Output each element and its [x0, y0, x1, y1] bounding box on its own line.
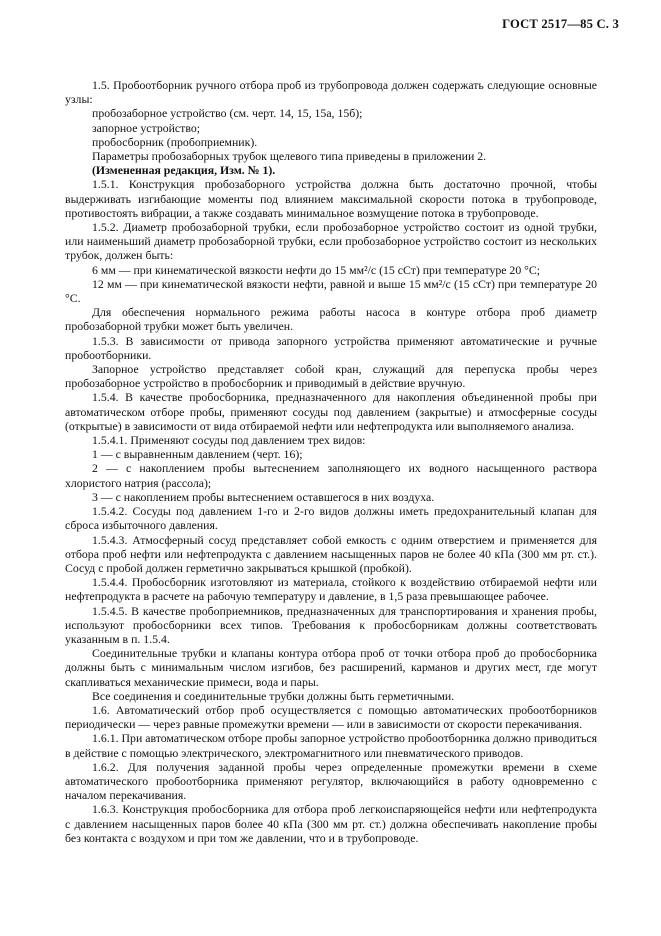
paragraph-1-5-2: 1.5.2. Диаметр пробозаборной трубки, если пробозаборное устройство состоит из одной трубки, или наименьший диаметр пробозаборной трубки, если пробозаборное устройство состоит из нескольких трубок, должен быть: [65, 220, 597, 263]
paragraph-1-5-4-3: 1.5.4.3. Атмосферный сосуд представляет собой емкость с одним отверстием и применяется для отбора проб нефти или нефтепродукта с давлением насыщенных паров не более 40 кПа (300 мм рт. ст.). Сосуд с пробой должен герметично закрываться крышкой (пробкой). [65, 532, 597, 575]
list-item-shutoff-device: запорное устройство; [92, 120, 200, 135]
amendment-note: (Измененная редакция, Изм. № 1). [92, 163, 276, 178]
list-item-type-2: 2 — с накоплением пробы вытеснением заполняющего их водного насыщенного раствора хлористого натрия (рассола); [65, 461, 597, 490]
list-item-intake-device: пробозаборное устройство (см. черт. 14, 15, 15а, 15б); [92, 106, 363, 121]
paragraph-1-5-3: 1.5.3. В зависимости от привода запорного устройства применяют автоматические и ручные пробоотборники. [65, 333, 597, 362]
paragraph-shutoff-valve: Запорное устройство представляет собой кран, служащий для перепуска пробы через пробозаборное устройство в пробосборник и приводимый в действие вручную. [65, 362, 597, 391]
paragraph-1-5: 1.5. Пробоотборник ручного отбора проб из трубопровода должен содержать следующие основные узлы: [65, 78, 597, 107]
paragraph-1-6-2: 1.6.2. Для получения заданной пробы через определенные промежутки времени в схеме автоматического пробоотборника применяют регулятор, включающийся в работу одновременно с началом перекачивания. [65, 759, 597, 803]
paragraph-hermetic-joints: Все соединения и соединительные трубки должны быть герметичными. [92, 688, 455, 703]
paragraph-1-6-1: 1.6.1. При автоматическом отборе пробы запорное устройство пробоотборника должно приводиться в действие с помощью электрического, электромагнитного или пневматического приводов. [65, 731, 597, 760]
paragraph-1-5-4-1: 1.5.4.1. Применяют сосуды под давлением трех видов: [92, 433, 366, 448]
list-item-type-1: 1 — с выравненным давлением (черт. 16); [92, 447, 303, 462]
paragraph-1-5-4-2: 1.5.4.2. Сосуды под давлением 1-го и 2-го видов должны иметь предохранительный клапан для сброса избыточного давления. [65, 504, 597, 533]
page-header: ГОСТ 2517—85 С. 3 [502, 17, 619, 31]
paragraph-1-6-3: 1.6.3. Конструкция пробосборника для отбора проб легкоиспаряющейся нефти или нефтепродукта с давлением насыщенных паров более 40 кПа (300 мм рт. ст.) должна обеспечивать накопление пробы без контакта с воздухом и при том же давлении, что и в трубопроводе. [65, 802, 597, 845]
list-item-sample-collector: пробосборник (пробоприемник). [92, 134, 258, 149]
paragraph-1-5-4-4: 1.5.4.4. Пробосборник изготовляют из материала, стойкого к воздействию отбираемой нефти или нефтепродукта в расчете на рабочую температуру и давление, в 1,5 раза превышающее рабочее. [65, 575, 597, 604]
paragraph-1-5-4: 1.5.4. В качестве пробосборника, предназначенного для накопления объединенной пробы при автоматическом отборе пробы, применяют сосуды под давлением (закрытые) и атмосферные сосуды (открытые) в зависимости от вида отбираемой нефти или нефтепродукта или выполняемого анализа. [65, 390, 597, 433]
paragraph-6mm: 6 мм — при кинематической вязкости нефти до 15 мм²/с (15 сСт) при температуре 20 °С; [92, 262, 541, 277]
paragraph-slot-tube-parameters: Параметры пробозаборных трубок щелевого типа приведены в приложении 2. [92, 149, 487, 164]
paragraph-1-6: 1.6. Автоматический отбор проб осуществляется с помощью автоматических пробоотборников периодически — через равные промежутки времени — или в зависимости от скорости перекачивания. [65, 702, 597, 732]
paragraph-12mm: 12 мм — при кинематической вязкости нефти, равной и выше 15 мм²/с (15 сСт) при температуре 20 °С. [65, 276, 597, 306]
paragraph-1-5-1: 1.5.1. Конструкция пробозаборного устройства должна быть достаточно прочной, чтобы выдерживать изгибающие моменты под влиянием максимальной скорости потока в трубопроводе, противостоять вибрации, а также создавать минимальное возмущение потока в трубопроводе. [65, 177, 597, 220]
paragraph-pump-mode: Для обеспечения нормального режима работы насоса в контуре отбора проб диаметр пробозаборной трубки может быть увеличен. [65, 305, 597, 334]
list-item-type-3: 3 — с накоплением пробы вытеснением оставшегося в них воздуха. [92, 489, 435, 504]
document-body [65, 78, 597, 845]
paragraph-1-5-4-5: 1.5.4.5. В качестве пробоприемников, предназначенных для транспортирования и хранения пробы, используют пробосборники всех типов. Требования к пробосборникам должны соответствовать указанным в п. 1.5.4. [65, 603, 597, 646]
paragraph-connecting-tubes: Соединительные трубки и клапаны контура отбора проб от точки отбора проб до пробосборника должны быть с минимальным числом изгибов, без расширений, карманов и других мест, где могут скапливаться механические примеси, вода и пары. [65, 646, 597, 689]
